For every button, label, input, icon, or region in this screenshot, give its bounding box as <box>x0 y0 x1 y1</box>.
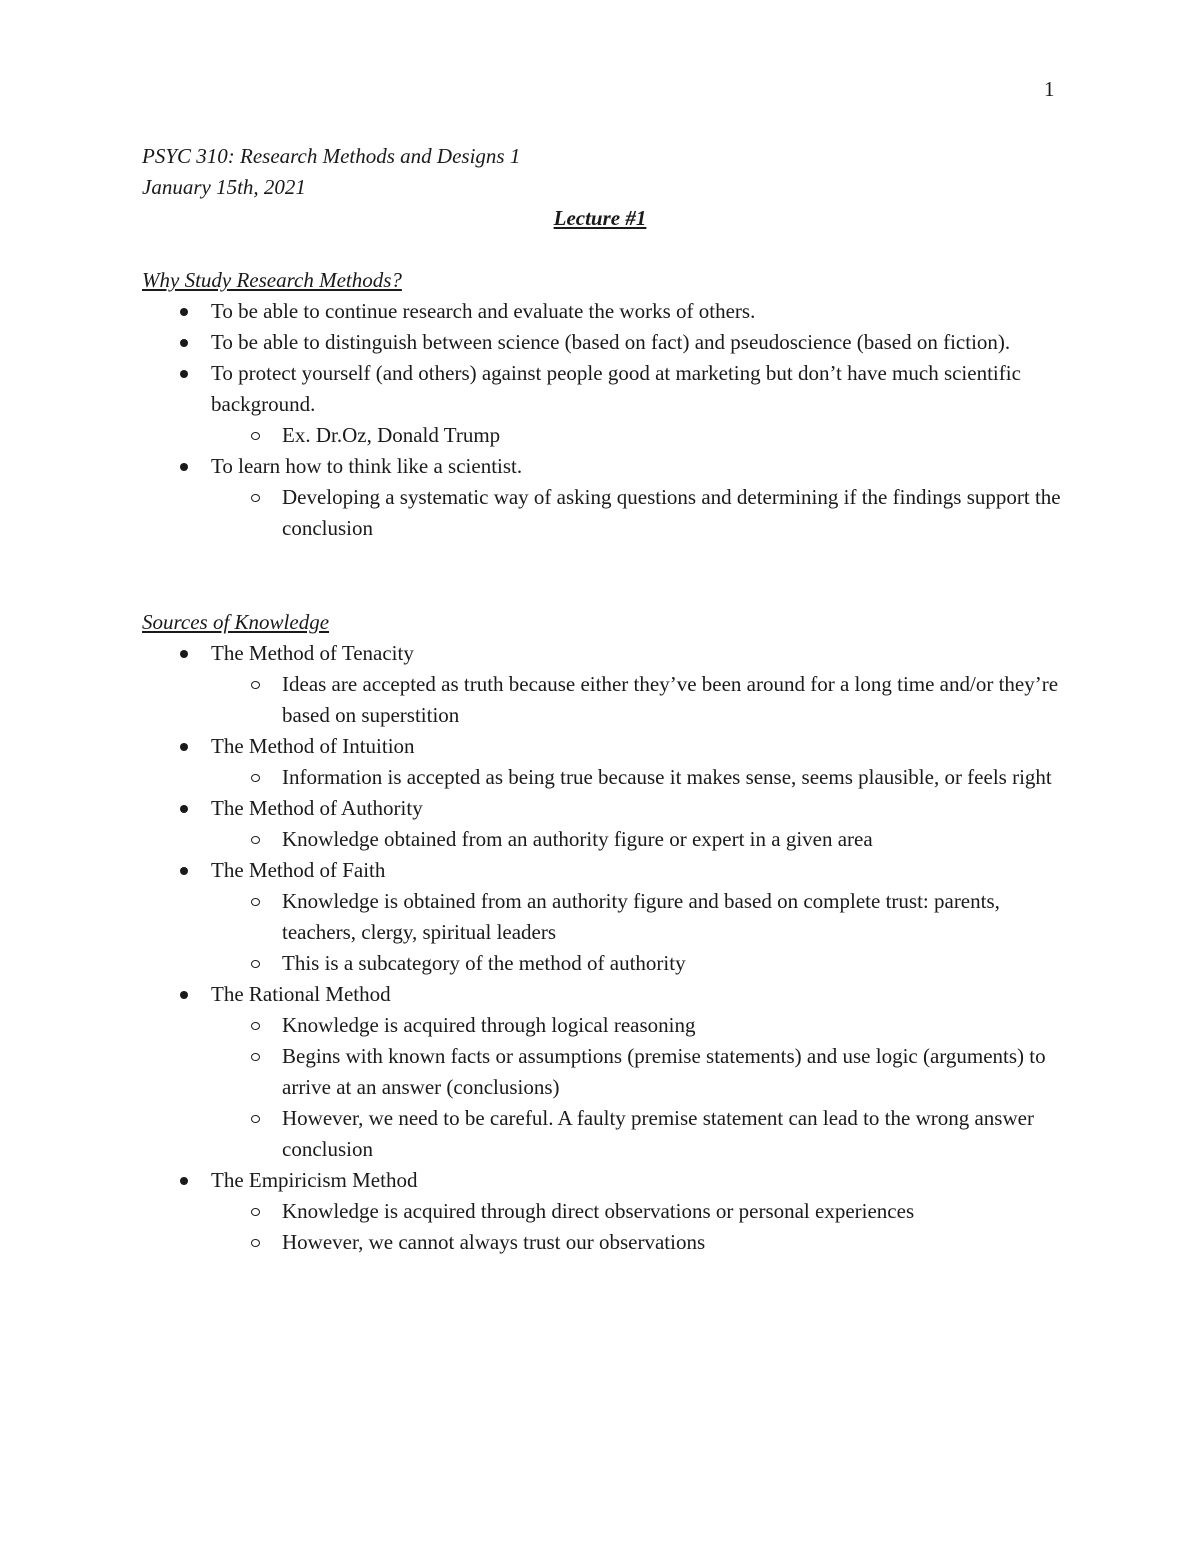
list-item-text: The Empiricism Method <box>211 1168 418 1192</box>
page-number: 1 <box>1044 77 1055 101</box>
list-item <box>142 979 1062 1165</box>
filled-bullet-icon <box>180 650 188 658</box>
sub-list-item-text: This is a subcategory of the method of authority <box>282 951 686 975</box>
list-item-text: The Method of Authority <box>211 796 423 820</box>
bullet-list <box>142 638 1062 1258</box>
sub-list-item <box>211 824 1062 855</box>
sub-list-item <box>211 1196 1062 1227</box>
filled-bullet-icon <box>180 463 188 471</box>
hollow-bullet-icon <box>251 1239 260 1247</box>
course-title: PSYC 310: Research Methods and Designs 1 <box>142 144 521 168</box>
sub-list-item-text: However, we cannot always trust our observations <box>282 1230 706 1254</box>
list-item <box>142 1165 1062 1258</box>
filled-bullet-icon <box>180 867 188 875</box>
sub-list-item-text: However, we need to be careful. A faulty premise statement can lead to the wrong answer conclusion <box>282 1106 1034 1161</box>
sub-bullet-list <box>211 420 1062 451</box>
sub-bullet-list <box>211 669 1062 731</box>
sub-list-item-text: Ideas are accepted as truth because either they’ve been around for a long time and/or they’re based on superstition <box>282 672 1059 727</box>
list-item <box>142 451 1062 544</box>
sub-bullet-list <box>211 762 1062 793</box>
section-heading: Sources of Knowledge <box>142 610 330 634</box>
hollow-bullet-icon <box>251 1115 260 1123</box>
sub-list-item <box>211 762 1062 793</box>
list-item <box>142 358 1062 451</box>
sub-list-item <box>211 669 1062 731</box>
hollow-bullet-icon <box>251 898 260 906</box>
filled-bullet-icon <box>180 991 188 999</box>
sub-list-item <box>211 1227 1062 1258</box>
sub-list-item-text: Ex. Dr.Oz, Donald Trump <box>282 423 501 447</box>
sub-bullet-list <box>211 886 1062 979</box>
sub-list-item-text: Information is accepted as being true because it makes sense, seems plausible, or feels right <box>282 765 1052 789</box>
list-item-text: The Rational Method <box>211 982 391 1006</box>
date: January 15th, 2021 <box>142 175 306 199</box>
sub-bullet-list <box>211 1010 1062 1165</box>
sub-list-item <box>211 948 1062 979</box>
sub-list-item-text: Begins with known facts or assumptions (premise statements) and use logic (arguments) to arrive at an answer (conclusions) <box>282 1044 1046 1099</box>
lecture-title: Lecture #1 <box>553 206 647 230</box>
list-item-text: The Method of Tenacity <box>211 641 414 665</box>
bullet-list <box>142 296 1062 544</box>
header-block <box>142 141 520 203</box>
list-item-text: To be able to continue research and evaluate the works of others. <box>211 299 756 323</box>
sub-bullet-list <box>211 824 1062 855</box>
section-sources-of-knowledge <box>142 607 1062 1258</box>
hollow-bullet-icon <box>251 1053 260 1061</box>
filled-bullet-icon <box>180 339 188 347</box>
list-item <box>142 731 1062 793</box>
sub-list-item-text: Knowledge is acquired through logical reasoning <box>282 1013 696 1037</box>
list-item-text: The Method of Intuition <box>211 734 415 758</box>
hollow-bullet-icon <box>251 681 260 689</box>
sub-list-item <box>211 1041 1062 1103</box>
list-item <box>142 327 1062 358</box>
section-heading: Why Study Research Methods? <box>142 268 402 292</box>
filled-bullet-icon <box>180 308 188 316</box>
hollow-bullet-icon <box>251 836 260 844</box>
sub-list-item <box>211 1010 1062 1041</box>
sub-list-item <box>211 482 1062 544</box>
hollow-bullet-icon <box>251 432 260 440</box>
sub-list-item-text: Knowledge is obtained from an authority figure and based on complete trust: parents, teachers, clergy, spiritual leaders <box>282 889 1000 944</box>
hollow-bullet-icon <box>251 494 260 502</box>
sub-bullet-list <box>211 482 1062 544</box>
hollow-bullet-icon <box>251 774 260 782</box>
sub-list-item <box>211 886 1062 948</box>
list-item-text: To learn how to think like a scientist. <box>211 454 523 478</box>
sub-bullet-list <box>211 1196 1062 1258</box>
filled-bullet-icon <box>180 370 188 378</box>
hollow-bullet-icon <box>251 1022 260 1030</box>
section-why-study <box>142 265 1062 544</box>
sub-list-item <box>211 420 1062 451</box>
filled-bullet-icon <box>180 1177 188 1185</box>
sub-list-item-text: Knowledge is acquired through direct observations or personal experiences <box>282 1199 915 1223</box>
list-item-text: To protect yourself (and others) against people good at marketing but don’t have much scientific background. <box>211 361 1021 416</box>
sub-list-item-text: Knowledge obtained from an authority figure or expert in a given area <box>282 827 873 851</box>
list-item <box>142 855 1062 979</box>
hollow-bullet-icon <box>251 960 260 968</box>
list-item <box>142 296 1062 327</box>
filled-bullet-icon <box>180 805 188 813</box>
hollow-bullet-icon <box>251 1208 260 1216</box>
sub-list-item-text: Developing a systematic way of asking questions and determining if the findings support the conclusion <box>282 485 1061 540</box>
sub-list-item <box>211 1103 1062 1165</box>
list-item-text: The Method of Faith <box>211 858 386 882</box>
list-item-text: To be able to distinguish between science (based on fact) and pseudoscience (based on fiction). <box>211 330 1011 354</box>
list-item <box>142 793 1062 855</box>
filled-bullet-icon <box>180 743 188 751</box>
list-item <box>142 638 1062 731</box>
